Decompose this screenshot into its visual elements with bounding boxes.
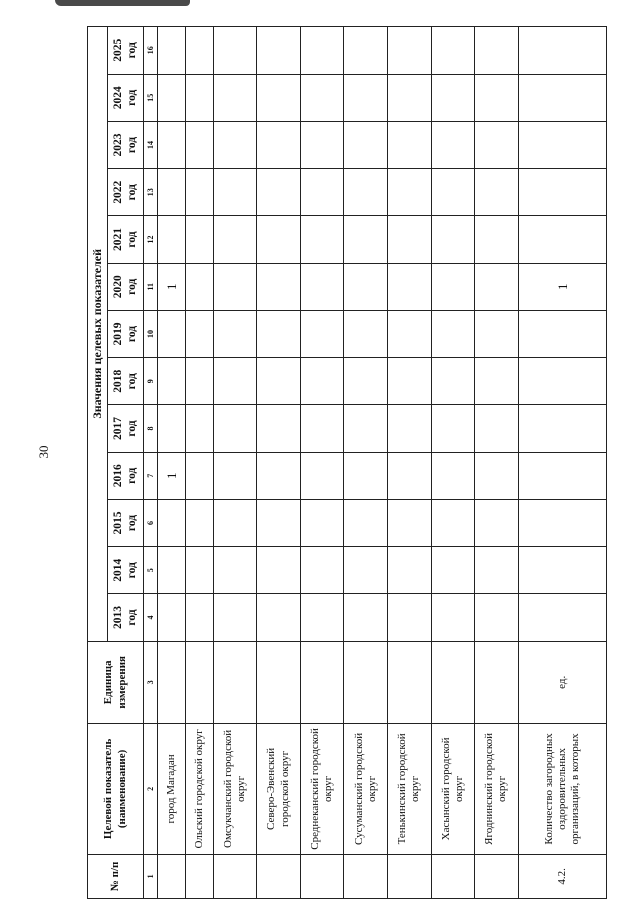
value-cell <box>475 74 519 121</box>
value-cell <box>257 74 301 121</box>
value-cell <box>257 121 301 168</box>
table-row <box>300 27 344 899</box>
value-cell <box>213 263 257 310</box>
header-year: 2025 год <box>108 27 144 75</box>
column-number: 4 <box>144 594 158 641</box>
value-cell <box>213 452 257 499</box>
header-row-group <box>88 27 108 899</box>
table-row <box>475 27 519 899</box>
indicator-name: Сусуманский городской округ <box>344 724 388 855</box>
value-cell <box>388 405 432 452</box>
value-cell <box>388 27 432 75</box>
value-cell <box>344 499 388 546</box>
target-indicators-table <box>87 26 607 899</box>
value-cell <box>475 27 519 75</box>
header-year: 2023 год <box>108 121 144 168</box>
value-cell <box>158 74 186 121</box>
column-number: 9 <box>144 358 158 405</box>
value-cell <box>300 27 344 75</box>
row-number <box>186 854 213 898</box>
value-cell <box>344 310 388 357</box>
header-year: 2021 год <box>108 216 144 263</box>
value-cell <box>518 169 606 216</box>
value-cell <box>300 499 344 546</box>
value-cell <box>300 594 344 641</box>
row-number <box>158 854 186 898</box>
column-number: 8 <box>144 405 158 452</box>
value-cell <box>475 594 519 641</box>
value-cell <box>431 405 475 452</box>
header-year: 2016 год <box>108 452 144 499</box>
value-cell <box>257 452 301 499</box>
column-number: 16 <box>144 27 158 75</box>
value-cell <box>158 216 186 263</box>
column-number: 6 <box>144 499 158 546</box>
value-cell <box>257 405 301 452</box>
value-cell <box>213 169 257 216</box>
value-cell <box>186 27 213 75</box>
value-cell <box>344 27 388 75</box>
value-cell <box>388 499 432 546</box>
indicator-name: Количество загородных оздоровительных организаций, в которых <box>518 724 606 855</box>
column-number: 3 <box>144 641 158 723</box>
value-cell <box>518 121 606 168</box>
value-cell <box>158 310 186 357</box>
value-cell <box>213 121 257 168</box>
value-cell <box>475 169 519 216</box>
value-cell <box>388 263 432 310</box>
value-cell <box>186 216 213 263</box>
value-cell <box>300 169 344 216</box>
unit-cell <box>388 641 432 723</box>
value-cell <box>344 405 388 452</box>
value-cell <box>300 405 344 452</box>
value-cell <box>158 499 186 546</box>
value-cell <box>213 499 257 546</box>
table-row <box>344 27 388 899</box>
value-cell <box>186 594 213 641</box>
value-cell <box>213 27 257 75</box>
value-cell <box>300 452 344 499</box>
column-number: 13 <box>144 169 158 216</box>
value-cell <box>186 74 213 121</box>
value-cell <box>344 263 388 310</box>
value-cell <box>431 263 475 310</box>
value-cell <box>158 27 186 75</box>
value-cell <box>213 358 257 405</box>
header-year: 2018 год <box>108 358 144 405</box>
value-cell <box>186 121 213 168</box>
row-number <box>300 854 344 898</box>
header-indicator: Целевой показатель (наименование) <box>88 724 144 855</box>
value-cell <box>518 74 606 121</box>
value-cell <box>186 310 213 357</box>
value-cell <box>388 216 432 263</box>
value-cell <box>518 547 606 594</box>
value-cell <box>186 405 213 452</box>
header-year: 2020 год <box>108 263 144 310</box>
value-cell <box>213 216 257 263</box>
indicator-name: город Магадан <box>158 724 186 855</box>
value-cell <box>158 169 186 216</box>
value-cell <box>431 452 475 499</box>
value-cell: 1 <box>158 263 186 310</box>
table-stage <box>87 26 607 899</box>
unit-cell <box>300 641 344 723</box>
row-number <box>344 854 388 898</box>
value-cell <box>388 310 432 357</box>
value-cell <box>388 169 432 216</box>
value-cell <box>158 594 186 641</box>
header-year: 2014 год <box>108 547 144 594</box>
value-cell <box>344 547 388 594</box>
value-cell <box>518 310 606 357</box>
value-cell <box>186 358 213 405</box>
value-cell <box>213 74 257 121</box>
header-year: 2019 год <box>108 310 144 357</box>
header-row-column-numbers <box>144 27 158 899</box>
value-cell <box>300 121 344 168</box>
column-number: 10 <box>144 310 158 357</box>
value-cell <box>158 121 186 168</box>
value-cell <box>431 27 475 75</box>
value-cell <box>475 216 519 263</box>
header-year: 2013 год <box>108 594 144 641</box>
value-cell <box>257 169 301 216</box>
row-number <box>431 854 475 898</box>
value-cell <box>388 74 432 121</box>
column-number: 5 <box>144 547 158 594</box>
value-cell <box>257 358 301 405</box>
value-cell <box>344 216 388 263</box>
value-cell <box>300 547 344 594</box>
column-number: 12 <box>144 216 158 263</box>
row-number <box>475 854 519 898</box>
unit-cell <box>344 641 388 723</box>
table-row <box>158 27 186 899</box>
value-cell <box>518 405 606 452</box>
indicator-name: Омсукчанский городской округ <box>213 724 257 855</box>
value-cell <box>186 499 213 546</box>
value-cell <box>257 547 301 594</box>
value-cell <box>257 310 301 357</box>
column-number: 2 <box>144 724 158 855</box>
value-cell <box>475 358 519 405</box>
column-number: 11 <box>144 263 158 310</box>
indicator-name: Ягоднинский городской округ <box>475 724 519 855</box>
table-row <box>186 27 213 899</box>
value-cell <box>257 27 301 75</box>
value-cell <box>344 452 388 499</box>
value-cell <box>213 594 257 641</box>
header-year: 2022 год <box>108 169 144 216</box>
value-cell <box>257 263 301 310</box>
indicator-name: Среднеканский городской округ <box>300 724 344 855</box>
value-cell <box>518 27 606 75</box>
column-number: 7 <box>144 452 158 499</box>
unit-cell <box>186 641 213 723</box>
value-cell <box>388 358 432 405</box>
value-cell <box>344 74 388 121</box>
value-cell <box>431 121 475 168</box>
value-cell <box>518 452 606 499</box>
value-cell <box>186 452 213 499</box>
value-cell <box>475 499 519 546</box>
value-cell <box>300 358 344 405</box>
page-number: 30 <box>36 445 51 459</box>
header-values-group: Значения целевых показателей <box>88 27 108 642</box>
value-cell <box>518 358 606 405</box>
value-cell <box>431 499 475 546</box>
value-cell <box>431 310 475 357</box>
value-cell <box>257 499 301 546</box>
value-cell <box>300 216 344 263</box>
value-cell <box>388 121 432 168</box>
value-cell <box>344 594 388 641</box>
row-number <box>388 854 432 898</box>
unit-cell <box>158 641 186 723</box>
indicator-name: Северо-Эвенский городской округ <box>257 724 301 855</box>
value-cell <box>518 216 606 263</box>
indicator-name: Хасынский городской округ <box>431 724 475 855</box>
value-cell <box>213 310 257 357</box>
table-row <box>213 27 257 899</box>
value-cell <box>475 547 519 594</box>
value-cell <box>158 547 186 594</box>
indicator-name: Ольский городской округ <box>186 724 213 855</box>
value-cell <box>431 547 475 594</box>
table-row <box>431 27 475 899</box>
column-number: 15 <box>144 74 158 121</box>
value-cell <box>213 547 257 594</box>
value-cell <box>344 169 388 216</box>
value-cell <box>475 121 519 168</box>
unit-cell <box>213 641 257 723</box>
value-cell <box>431 74 475 121</box>
value-cell <box>518 499 606 546</box>
value-cell <box>475 263 519 310</box>
header-year: 2015 год <box>108 499 144 546</box>
value-cell <box>213 405 257 452</box>
table-row <box>388 27 432 899</box>
value-cell <box>475 452 519 499</box>
value-cell <box>158 358 186 405</box>
value-cell <box>257 216 301 263</box>
column-number: 14 <box>144 121 158 168</box>
rotated-table-wrapper <box>87 26 607 899</box>
value-cell <box>300 263 344 310</box>
value-cell <box>431 594 475 641</box>
table-row <box>518 27 606 899</box>
value-cell <box>257 594 301 641</box>
unit-cell <box>431 641 475 723</box>
table-row <box>257 27 301 899</box>
header-year: 2024 год <box>108 74 144 121</box>
value-cell <box>158 405 186 452</box>
unit-cell: ед. <box>518 641 606 723</box>
scan-artifact <box>55 0 190 6</box>
header-unit: Единица измерения <box>88 641 144 723</box>
value-cell <box>475 310 519 357</box>
value-cell <box>388 547 432 594</box>
value-cell <box>344 121 388 168</box>
value-cell <box>518 594 606 641</box>
value-cell <box>186 547 213 594</box>
unit-cell <box>257 641 301 723</box>
row-number <box>257 854 301 898</box>
unit-cell <box>475 641 519 723</box>
header-year: 2017 год <box>108 405 144 452</box>
value-cell <box>186 169 213 216</box>
value-cell <box>300 74 344 121</box>
value-cell <box>344 358 388 405</box>
value-cell <box>388 452 432 499</box>
header-row-no: № п/п <box>88 854 144 898</box>
value-cell <box>300 310 344 357</box>
value-cell <box>475 405 519 452</box>
value-cell: 1 <box>518 263 606 310</box>
value-cell <box>186 263 213 310</box>
value-cell <box>431 358 475 405</box>
value-cell <box>431 216 475 263</box>
row-number: 4.2. <box>518 854 606 898</box>
table-body <box>158 27 607 899</box>
column-number: 1 <box>144 854 158 898</box>
value-cell <box>431 169 475 216</box>
value-cell: 1 <box>158 452 186 499</box>
value-cell <box>388 594 432 641</box>
indicator-name: Тенькинский городской округ <box>388 724 432 855</box>
row-number <box>213 854 257 898</box>
